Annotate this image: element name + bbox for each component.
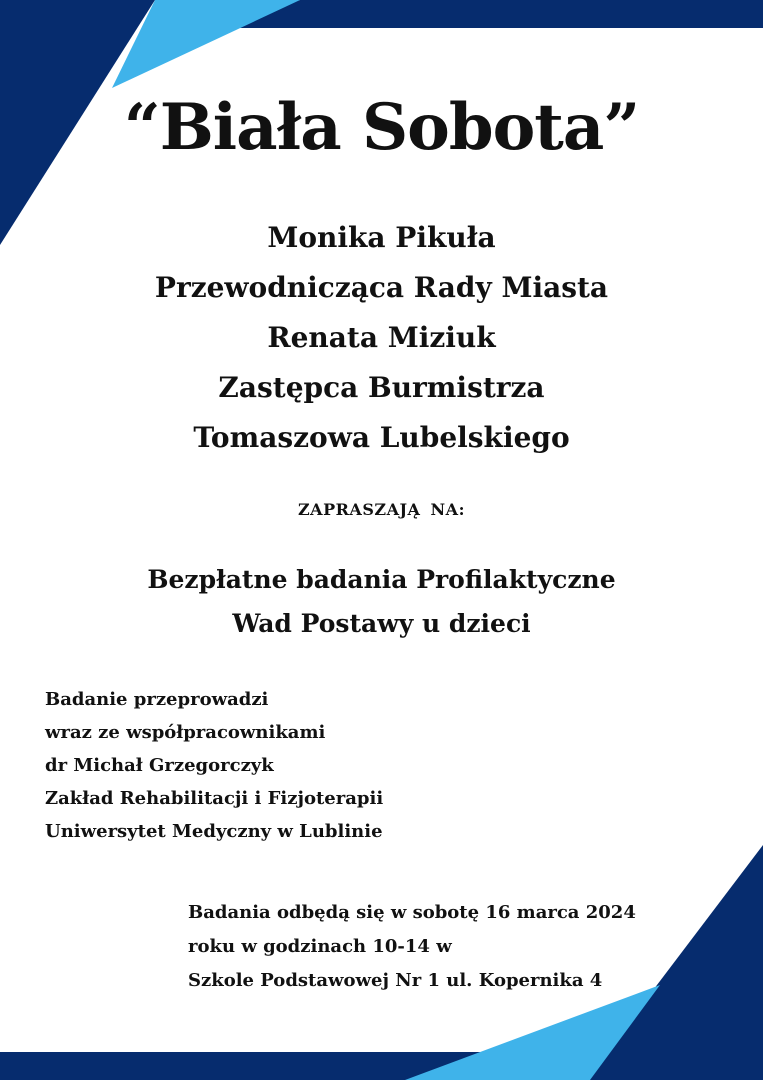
examiner-line: Badanie przeprowadzi (45, 689, 269, 710)
event-block (0, 558, 763, 646)
invite-text: ZAPRASZAJĄ NA: (298, 500, 465, 519)
organizer-line: Przewodnicząca Rady Miasta (154, 271, 609, 304)
examiner-line: wraz ze współpracownikami (45, 722, 326, 743)
examiner-line: dr Michał Grzegorczyk (45, 755, 274, 776)
organizer-line: Tomaszowa Lubelskiego (193, 421, 570, 454)
organizer-line: Monika Pikuła (267, 221, 496, 254)
examiner-line: Uniwersytet Medyczny w Lublinie (45, 821, 383, 842)
schedule-line: Szkole Podstawowej Nr 1 ul. Kopernika 4 (188, 970, 603, 991)
event-line: Wad Postawy u dzieci (232, 609, 531, 638)
schedule-line: roku w godzinach 10-14 w (188, 936, 452, 957)
schedule-block (188, 896, 636, 998)
poster-title: “Biała Sobota” (123, 90, 640, 165)
examiner-block (45, 683, 383, 848)
organizer-line: Zastępca Burmistrza (218, 371, 545, 404)
schedule-line: Badania odbędą się w sobotę 16 marca 2024 (188, 902, 636, 923)
organizer-line: Renata Miziuk (267, 321, 496, 354)
event-line: Bezpłatne badania Profilaktyczne (147, 565, 616, 594)
organizers-block (0, 213, 763, 463)
examiner-line: Zakład Rehabilitacji i Fizjoterapii (45, 788, 384, 809)
